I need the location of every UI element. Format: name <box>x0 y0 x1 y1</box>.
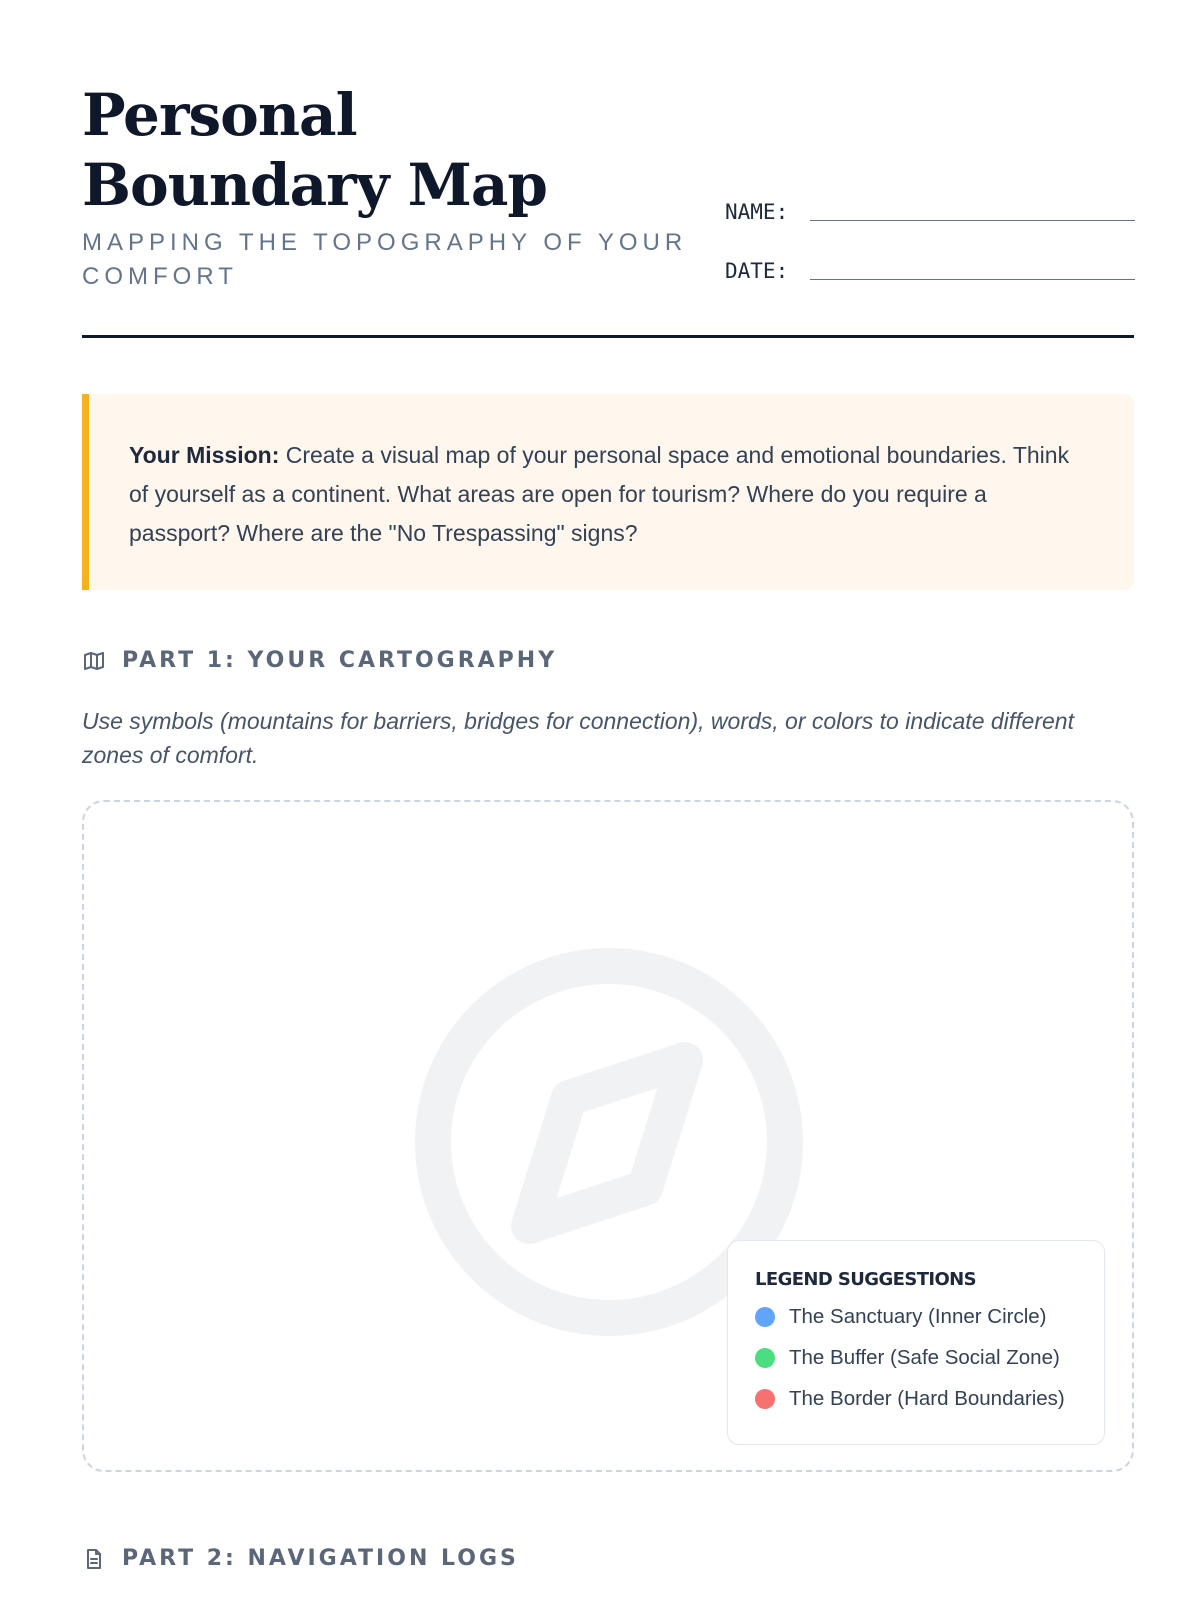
mission-body: Create a visual map of your personal space and emotional boundaries. Think of yourself as a continent. What areas are open for tourism? Where do you require a passport? Where are the "No Trespassing" signs? <box>129 442 1070 546</box>
document-icon <box>82 1547 106 1571</box>
part1-instructions: Use symbols (mountains for barriers, bridges for connection), words, or colors to indicate different zones of comfort. <box>82 708 1074 768</box>
legend-item-sanctuary <box>755 1304 1104 1345</box>
legend-label: The Sanctuary (Inner Circle) <box>789 1305 1047 1328</box>
legend-title: LEGEND SUGGESTIONS <box>755 1269 977 1290</box>
legend-label: The Border (Hard Boundaries) <box>789 1387 1065 1410</box>
page-title: Personal Boundary Map <box>82 81 547 219</box>
blue-dot-icon <box>755 1307 775 1327</box>
map-icon <box>82 649 106 673</box>
mission-label: Your Mission: <box>129 442 280 468</box>
part1-title: PART 1: YOUR CARTOGRAPHY <box>122 648 558 673</box>
legend-item-buffer <box>755 1345 1104 1386</box>
drawing-area[interactable] <box>82 800 1134 1472</box>
name-field[interactable] <box>725 200 1135 230</box>
date-label: DATE: <box>725 259 789 283</box>
red-dot-icon <box>755 1389 775 1409</box>
worksheet-header <box>82 80 1134 340</box>
legend-item-border <box>755 1386 1104 1427</box>
worksheet-page <box>82 0 1134 1600</box>
mission-callout <box>82 394 1134 590</box>
header-divider <box>82 335 1134 338</box>
legend-label: The Buffer (Safe Social Zone) <box>789 1346 1060 1369</box>
name-input-line[interactable] <box>810 220 1135 221</box>
date-input-line[interactable] <box>810 279 1135 280</box>
date-field[interactable] <box>725 259 1135 289</box>
name-label: NAME: <box>725 200 789 224</box>
mission-text <box>129 436 1094 553</box>
part2-title: PART 2: NAVIGATION LOGS <box>122 1546 519 1571</box>
green-dot-icon <box>755 1348 775 1368</box>
legend-card <box>727 1240 1105 1445</box>
page-subtitle: MAPPING THE TOPOGRAPHY OF YOUR COMFORT <box>82 229 688 290</box>
